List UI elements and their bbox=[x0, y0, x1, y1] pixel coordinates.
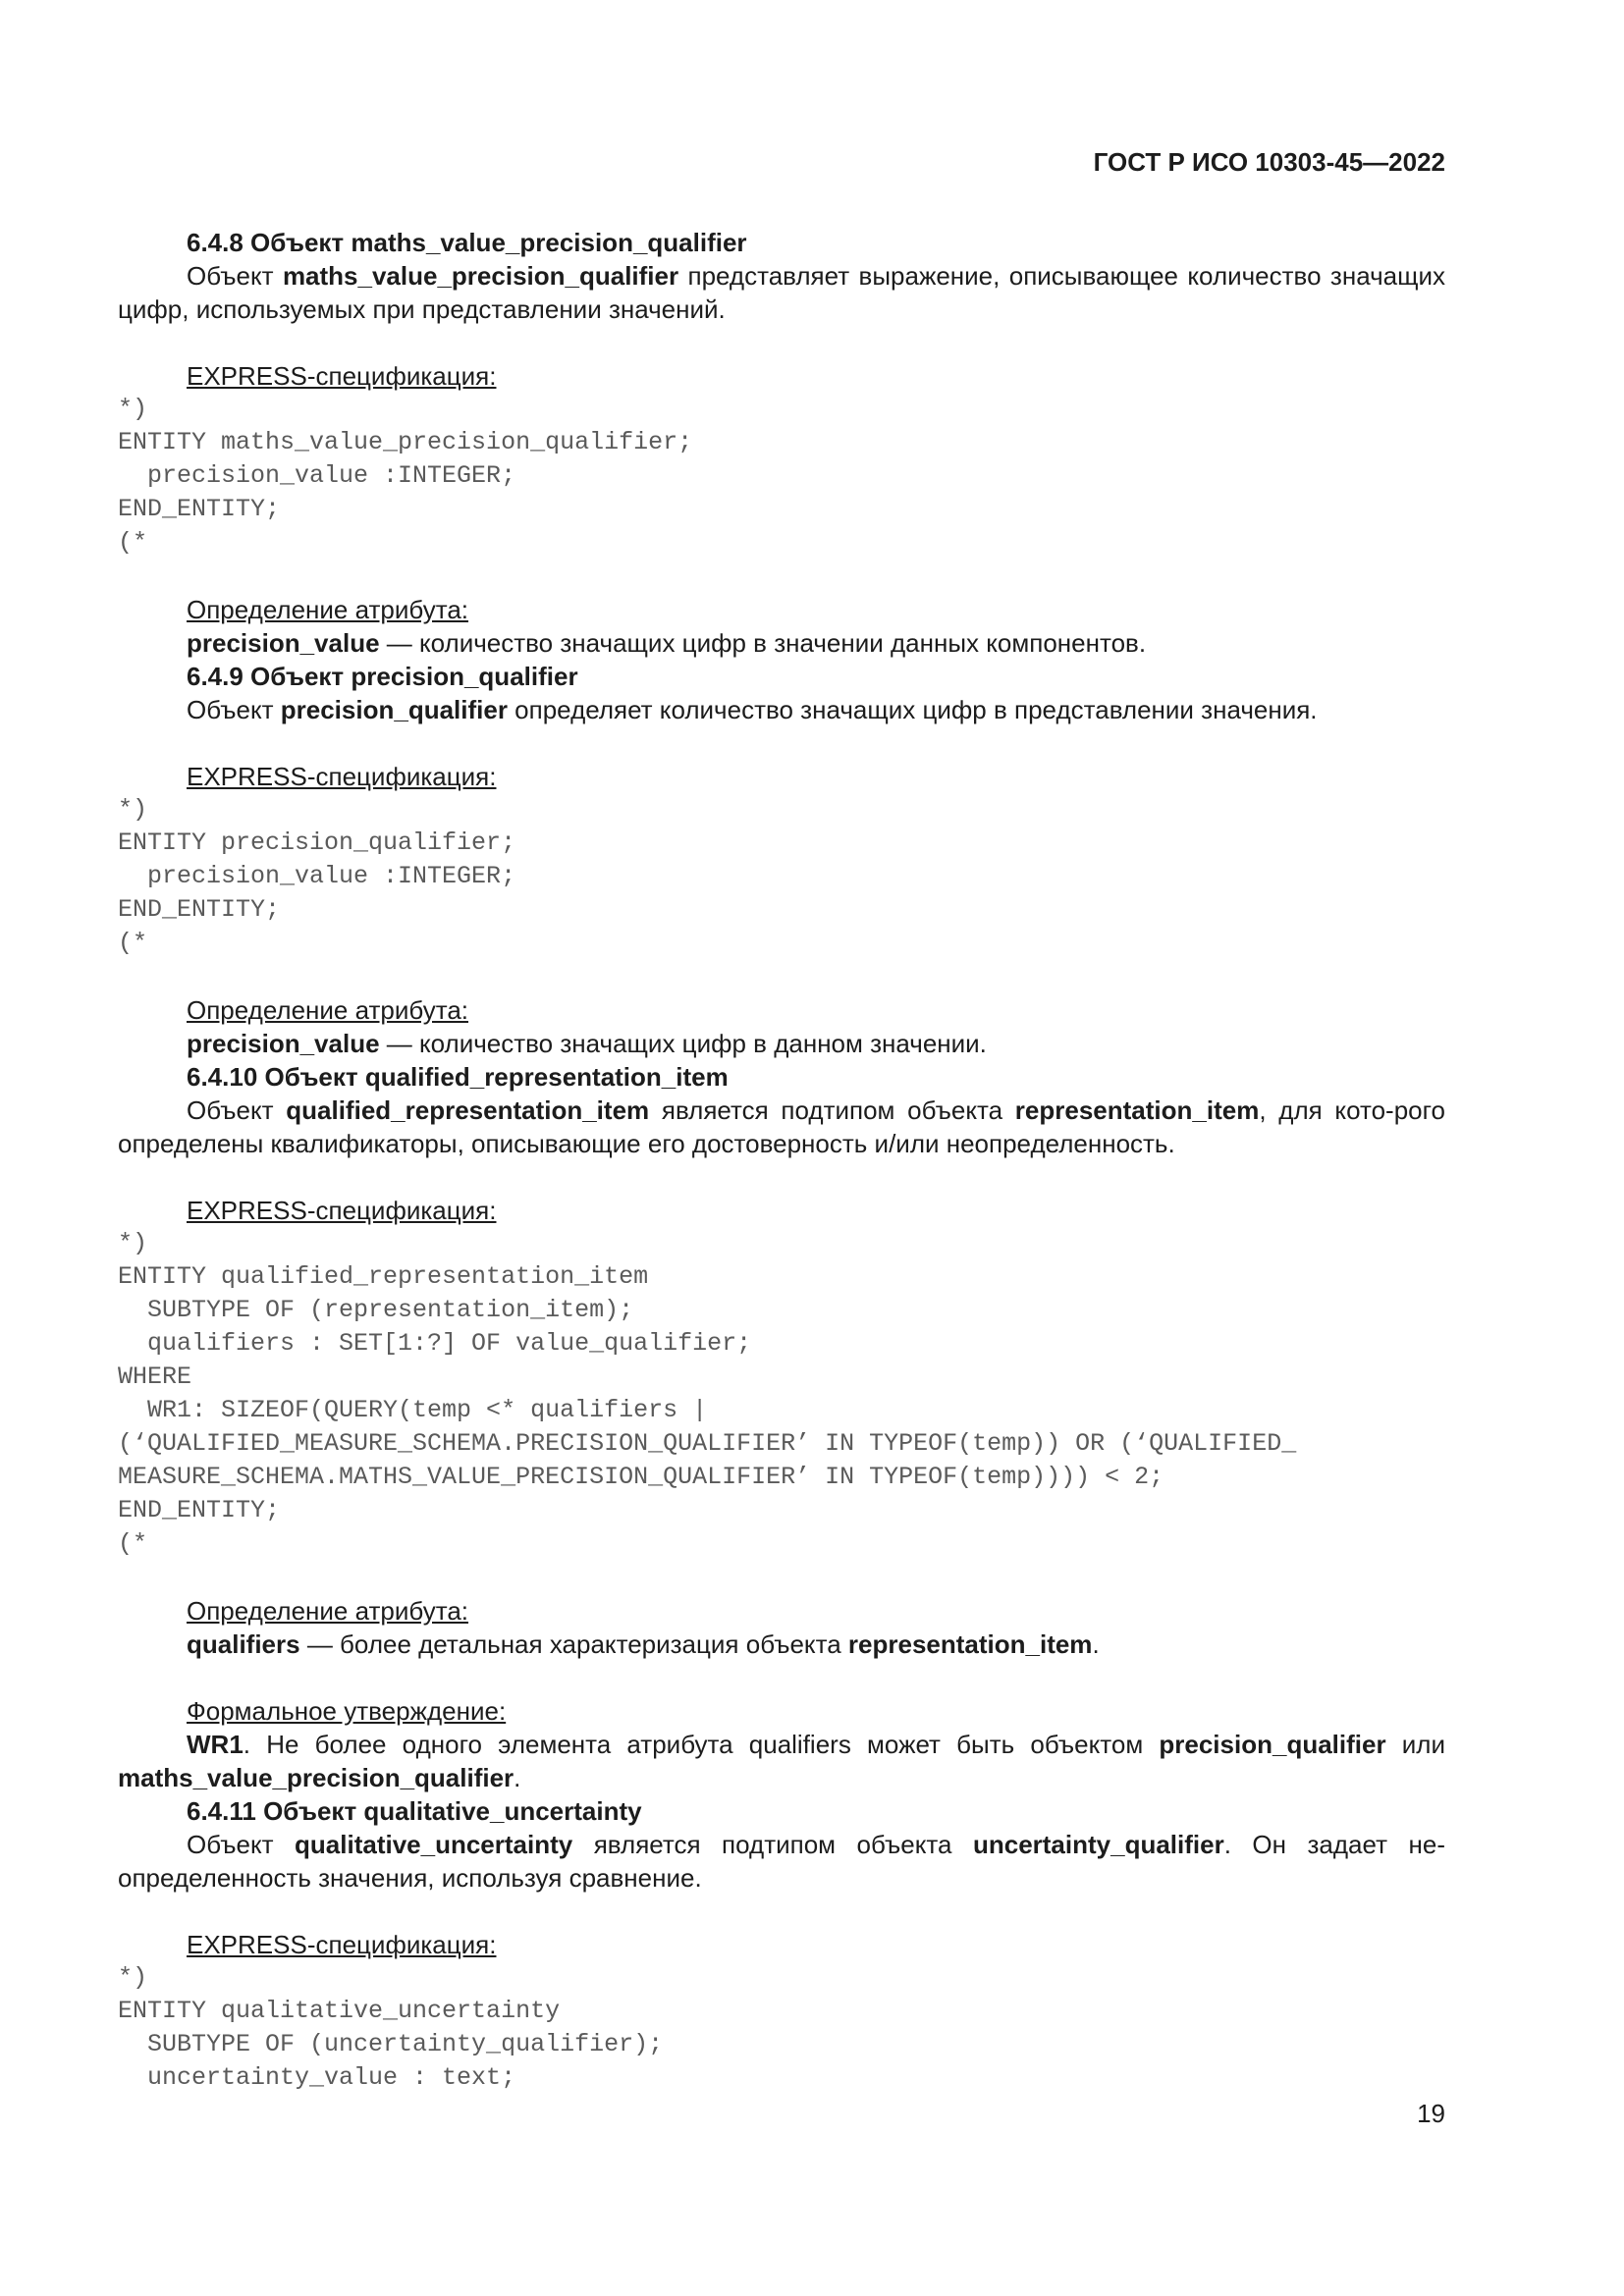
section-heading-6-4-11: 6.4.11 Объект qualitative_uncertainty bbox=[187, 1796, 642, 1826]
attribute-text: . bbox=[1092, 1629, 1100, 1659]
description-text: Объект bbox=[187, 695, 281, 724]
section-description-6-4-10 bbox=[118, 1094, 1445, 1160]
section-description-6-4-11 bbox=[118, 1828, 1445, 1895]
description-text: определяет количество значащих цифр в представлении значения. bbox=[507, 695, 1318, 724]
page-content bbox=[118, 226, 1445, 2095]
entity-name: qualitative_uncertainty bbox=[295, 1830, 573, 1859]
description-text: представляет выражение, описывающее количество значащих цифр, используемых при представлении значений. bbox=[118, 261, 1446, 324]
description-text: Объект bbox=[187, 1830, 296, 1859]
section-heading-6-4-8: 6.4.8 Объект maths_value_precision_qualifier bbox=[187, 228, 747, 257]
rule-text: . bbox=[514, 1763, 521, 1792]
document-code-header: ГОСТ Р ИСО 10303-45—2022 bbox=[1093, 147, 1445, 177]
express-code-block: *) ENTITY qualitative_uncertainty SUBTYPE OF (uncertainty_qualifier); uncertainty_value : text; bbox=[118, 1963, 664, 2092]
formal-proposition bbox=[118, 1728, 1445, 1794]
attribute-text: — количество значащих цифр в данном значении. bbox=[379, 1029, 987, 1058]
description-text: является подтипом объекта bbox=[649, 1095, 1015, 1125]
entity-name: uncertainty_qualifier bbox=[972, 1830, 1224, 1859]
description-text: . Он задает не-определенность значения, используя сравнение. bbox=[118, 1830, 1445, 1893]
attribute-definition-label: Определение атрибута: bbox=[187, 995, 469, 1025]
entity-name: representation_item bbox=[1014, 1095, 1260, 1125]
attribute-definition-label: Определение атрибута: bbox=[187, 1596, 469, 1626]
attribute-text: — количество значащих цифр в значении данных компонентов. bbox=[379, 628, 1147, 658]
express-spec-label: EXPRESS-спецификация: bbox=[187, 1930, 497, 1959]
attribute-name: precision_value bbox=[187, 628, 380, 658]
attribute-definition bbox=[118, 626, 1445, 660]
entity-name: maths_value_precision_qualifier bbox=[282, 261, 679, 291]
express-spec-label: EXPRESS-спецификация: bbox=[187, 1196, 497, 1225]
attribute-name: qualifiers bbox=[187, 1629, 300, 1659]
formal-proposition-label: Формальное утверждение: bbox=[187, 1696, 507, 1726]
entity-name: precision_qualifier bbox=[280, 695, 508, 724]
express-code-block: *) ENTITY maths_value_precision_qualifier; precision_value :INTEGER; END_ENTITY; (* bbox=[118, 395, 693, 557]
rule-text: . Не более одного элемента атрибута qualifiers может быть объектом bbox=[243, 1730, 1160, 1759]
section-description-6-4-9 bbox=[118, 693, 1445, 726]
description-text: Объект bbox=[187, 1095, 287, 1125]
attribute-text: — более детальная характеризация объекта bbox=[299, 1629, 848, 1659]
page-number: 19 bbox=[1417, 2099, 1445, 2128]
section-description-6-4-8 bbox=[118, 259, 1445, 326]
rule-text: или bbox=[1385, 1730, 1445, 1759]
express-spec-label: EXPRESS-спецификация: bbox=[187, 361, 497, 391]
rule-name: WR1 bbox=[187, 1730, 244, 1759]
description-text: Объект bbox=[187, 261, 283, 291]
express-code-block: *) ENTITY precision_qualifier; precision_value :INTEGER; END_ENTITY; (* bbox=[118, 795, 516, 957]
description-text: , для кото-рого определены квалификаторы, описывающие его достоверность и/или неопределенность. bbox=[118, 1095, 1445, 1158]
section-heading-6-4-10: 6.4.10 Объект qualified_representation_item bbox=[187, 1062, 729, 1092]
entity-name: qualified_representation_item bbox=[286, 1095, 650, 1125]
description-text: является подтипом объекта bbox=[572, 1830, 973, 1859]
section-heading-6-4-9: 6.4.9 Объект precision_qualifier bbox=[187, 662, 578, 691]
attribute-definition bbox=[118, 1027, 1445, 1060]
express-code-block: *) ENTITY qualified_representation_item SUBTYPE OF (representation_item); qualifiers : SET[1:?] OF value_qualifier; WHERE WR1: SIZEOF(QUERY(temp <* qualifiers | (‘QUALIFIED_MEASURE_SCHEMA.PRECISION_QUALIFIER’ IN TYPEOF(temp)) OR (‘QUALIFIED_ MEASURE_SCHEMA.MATHS_VALUE_PRECISION_QUALIFIER’ IN TYPEOF(temp)))) < 2; END_ENTITY; (* bbox=[118, 1229, 1297, 1558]
express-spec-label: EXPRESS-спецификация: bbox=[187, 762, 497, 791]
entity-name: maths_value_precision_qualifier bbox=[118, 1763, 514, 1792]
entity-name: precision_qualifier bbox=[1159, 1730, 1386, 1759]
attribute-definition bbox=[118, 1628, 1445, 1661]
entity-name: representation_item bbox=[847, 1629, 1093, 1659]
attribute-definition-label: Определение атрибута: bbox=[187, 595, 469, 624]
attribute-name: precision_value bbox=[187, 1029, 380, 1058]
